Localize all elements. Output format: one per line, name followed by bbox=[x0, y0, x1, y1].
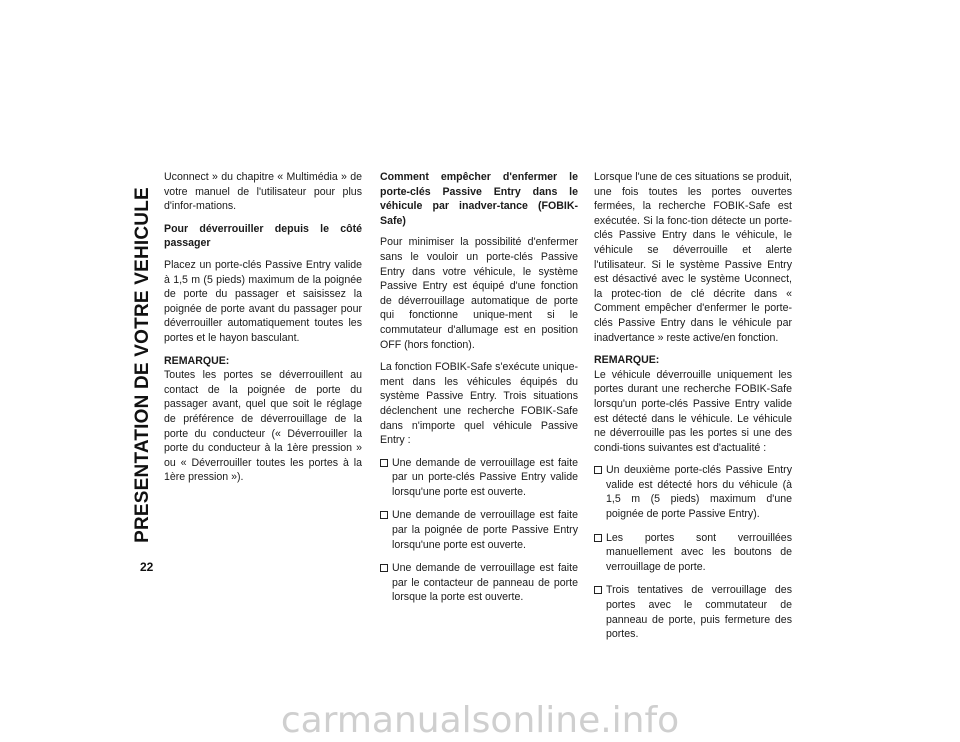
list-item-text: Une demande de verrouillage est faite par le contacteur de panneau de porte lorsque la porte est ouverte. bbox=[392, 562, 578, 604]
paragraph-passenger-unlock: Placez un porte-clés Passive Entry valide à 1,5 m (5 pieds) maximum de la poignée de porte du passager et saisissez la poignée de porte avant du passager pour déverrouiller automatiquement toutes les portes et le hayon basculant. bbox=[164, 258, 362, 344]
checkbox-bullet-icon bbox=[380, 511, 388, 519]
checkbox-bullet-icon bbox=[594, 586, 602, 594]
list-item bbox=[380, 456, 578, 500]
list-item-text: Les portes sont verrouillées manuellement avec les boutons de verrouillage de porte. bbox=[606, 531, 792, 573]
checkbox-bullet-icon bbox=[380, 459, 388, 467]
section-title-vertical bbox=[128, 174, 158, 556]
checkbox-bullet-icon bbox=[380, 564, 388, 572]
list-item bbox=[594, 583, 792, 641]
text-column-1 bbox=[164, 170, 362, 493]
section-heading-fobik-safe: Comment empêcher d'enfermer le porte-clés Passive Entry dans le véhicule par inadver-tance (FOBIK-Safe) bbox=[380, 171, 578, 227]
remark-label: REMARQUE: bbox=[594, 354, 660, 367]
list-item bbox=[594, 463, 792, 521]
list-item-text: Un deuxième porte-clés Passive Entry valide est détecté hors du véhicule (à 1,5 m (5 pieds) maximum d'une poignée de porte Passive Entry). bbox=[606, 464, 792, 521]
remark-text: Le véhicule déverrouille uniquement les portes durant une recherche FOBIK-Safe lorsqu'un porte-clés Passive Entry valide est détecté dans le véhicule. Le véhicule ne déverrouille pas les portes si une des condi-tions suivantes est d'actualité : bbox=[594, 368, 792, 454]
remark-text: Toutes les portes se déverrouillent au contact de la poignée de porte du passager avant, quel que soit le réglage de préférence de déverrouillage de la porte du conducteur (« Déverrouiller la porte du conducteur à la 1ère pression » ou « Déverrouiller toutes les portes à la 1ère pression »). bbox=[164, 369, 362, 484]
list-item-text: Trois tentatives de verrouillage des portes avec le commutateur de panneau de porte, puis fermeture des portes. bbox=[606, 584, 792, 641]
page-number: 22 bbox=[140, 560, 154, 574]
text-column-2 bbox=[380, 170, 578, 614]
remark-block bbox=[594, 353, 792, 455]
paragraph-fobik-search: Lorsque l'une de ces situations se produit, une fois toutes les portes ouvertes fermées, la recherche FOBIK-Safe est exécutée. Si la fonc-tion détecte un porte-clés Passive Entry dans le véhicule, le véhicule se déverrouille et alerte l'utilisateur. Si le système Passive Entry est désactivé avec le système Uconnect, la protec-tion de clé décrite dans « Comment empêcher d'enfermer le porte-clés Passive Entry dans le véhicule par inadvertance » reste active/en fonction. bbox=[594, 171, 792, 344]
list-item bbox=[594, 531, 792, 575]
list-item-text: Une demande de verrouillage est faite par la poignée de porte Passive Entry lorsqu'une porte est ouverte. bbox=[392, 509, 578, 551]
list-item bbox=[380, 508, 578, 552]
watermark-text: carmanualsonline.info bbox=[280, 700, 680, 741]
checkbox-bullet-icon bbox=[594, 534, 602, 542]
paragraph-fobik-intro: Pour minimiser la possibilité d'enfermer sans le vouloir un porte-clés Passive Entry dans votre véhicule, le système Passive Entry est équipé d'une fonction de déverrouillage automatique de porte qui fonctionne unique-ment si le commutateur d'allumage est en position OFF (hors fonction). bbox=[380, 236, 578, 351]
text-column-3 bbox=[594, 170, 792, 651]
checkbox-bullet-icon bbox=[594, 466, 602, 474]
section-title-text: PRESENTATION DE VOTRE VEHICULE bbox=[132, 187, 153, 543]
list-item-text: Une demande de verrouillage est faite par un porte-clés Passive Entry valide lorsqu'une porte est ouverte. bbox=[392, 456, 578, 498]
remark-block bbox=[164, 354, 362, 485]
remark-label: REMARQUE: bbox=[164, 354, 230, 367]
list-item bbox=[380, 561, 578, 605]
paragraph-fobik-situations: La fonction FOBIK-Safe s'exécute unique-ment dans les véhicules équipés du système Passive Entry. Trois situations déclenchent une recherche FOBIK-Safe dans n'importe quel véhicule Passive Entry : bbox=[380, 361, 578, 447]
section-heading-passenger-unlock: Pour déverrouiller depuis le côté passager bbox=[164, 222, 362, 250]
intro-paragraph: Uconnect » du chapitre « Multimédia » de votre manuel de l'utilisateur pour plus d'infor-mations. bbox=[164, 171, 362, 213]
